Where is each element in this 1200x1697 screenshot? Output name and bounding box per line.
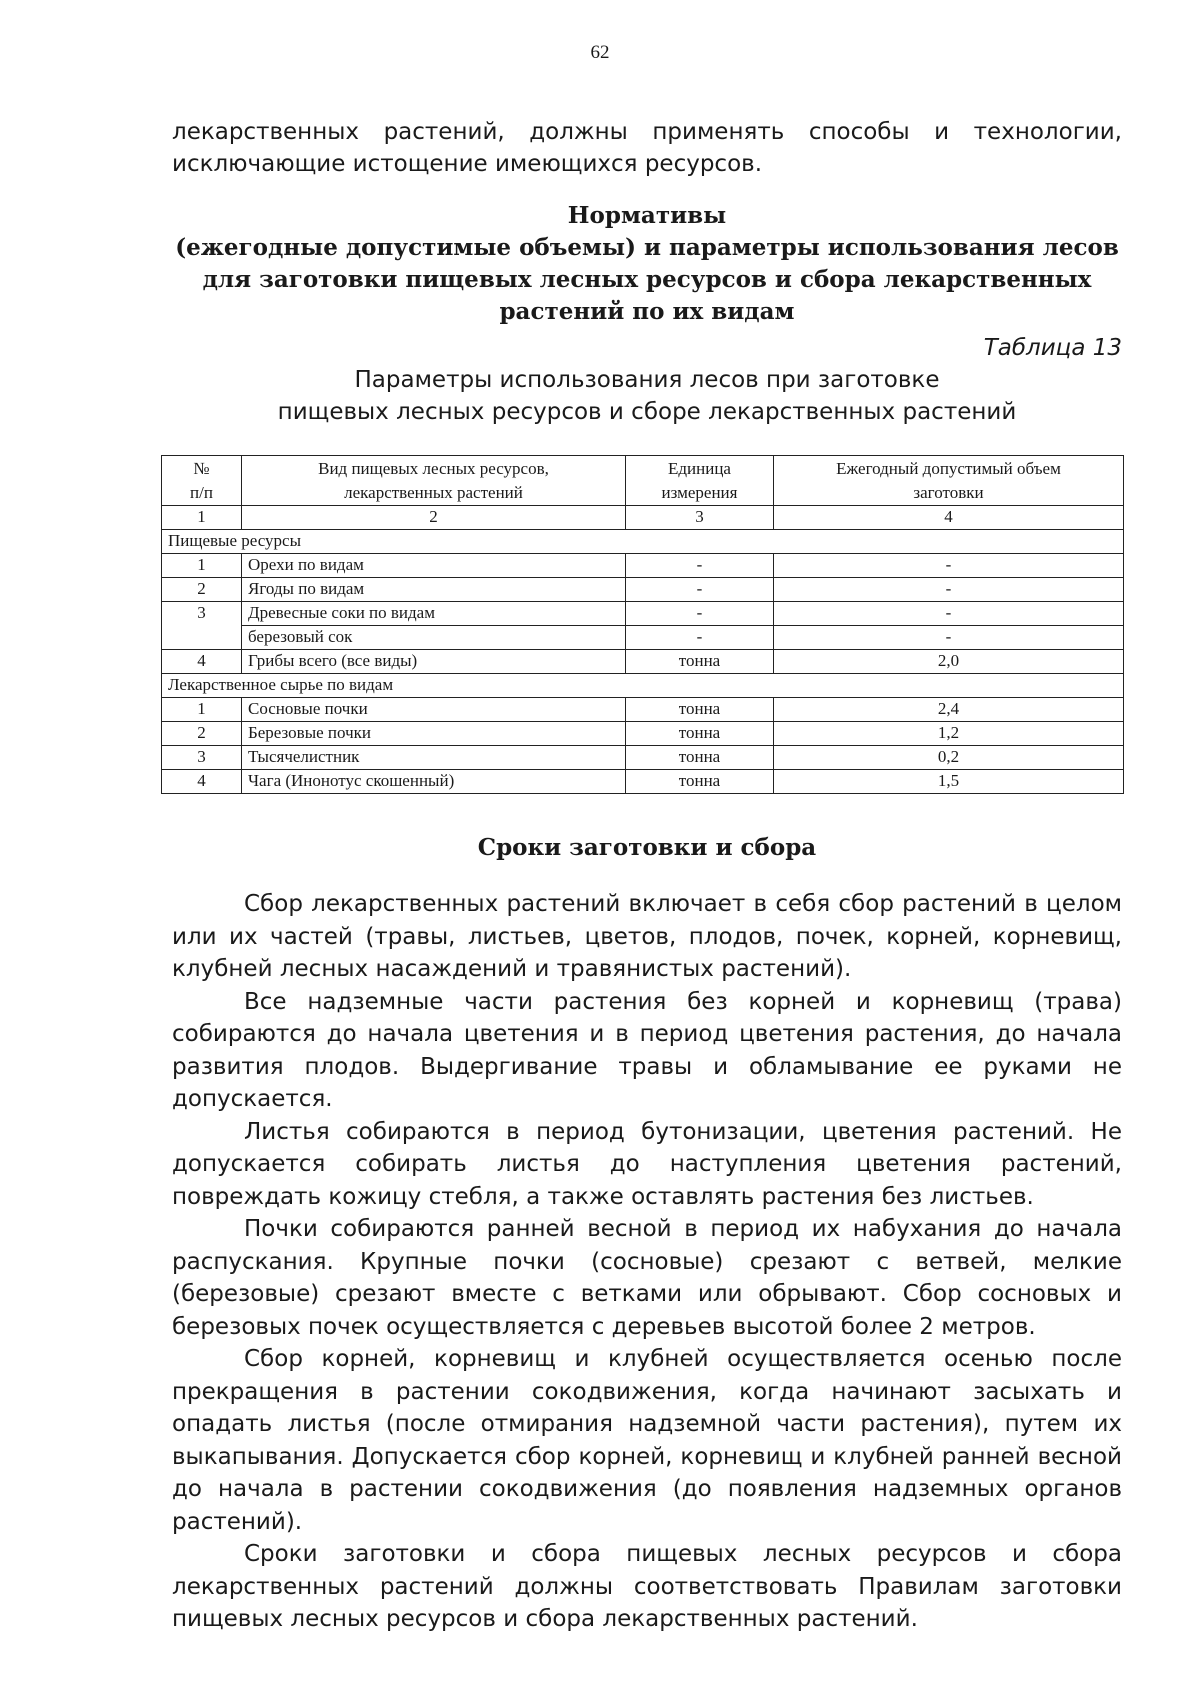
normatives-heading <box>172 200 1122 328</box>
row-unit: - <box>626 626 774 650</box>
row-value: - <box>774 578 1124 602</box>
row-name: Грибы всего (все виды) <box>242 650 626 674</box>
row-num: 4 <box>162 650 242 674</box>
table-caption-line-2: пищевых лесных ресурсов и сборе лекарственных растений <box>277 399 1017 425</box>
row-name: березовый сок <box>242 626 626 650</box>
row-value: - <box>774 554 1124 578</box>
page-number: 62 <box>590 42 610 63</box>
section-row-food <box>162 530 1124 554</box>
row-num: 4 <box>162 770 242 794</box>
table-row <box>162 554 1124 578</box>
paragraph-5: Сбор корней, корневищ и клубней осуществляется осенью после прекращения в растении сокодвижения, когда начинают засыхать и опадать листья (после отмирания надземной части растения), путем их выкапывания. Допускается сбор корней, корневищ и клубней ранней весной до начала в растении сокодвижения (до появления надземных органов растений). <box>172 1346 1122 1535</box>
col-number-2: 2 <box>242 506 626 530</box>
table-row <box>162 602 1124 626</box>
intro-line-2: исключающие истощение имеющихся ресурсов. <box>172 151 763 177</box>
header-volume: Ежегодный допустимый объем заготовки <box>774 456 1124 506</box>
section-row-medicinal <box>162 674 1124 698</box>
row-name: Тысячелистник <box>242 746 626 770</box>
row-value: - <box>774 602 1124 626</box>
row-unit: - <box>626 554 774 578</box>
table-row <box>162 650 1124 674</box>
section-medicinal-label: Лекарственное сырье по видам <box>162 674 1124 698</box>
heading-line-1: Нормативы <box>567 202 727 229</box>
heading-line-2: (ежегодные допустимые объемы) и параметры использования лесов для заготовки пищевых лесных ресурсов и сбора лекарственных растений по их видам <box>175 234 1119 325</box>
row-unit: тонна <box>626 746 774 770</box>
paragraph-1: Сбор лекарственных растений включает в себя сбор растений в целом или их частей (травы, листьев, цветов, плодов, почек, корней, корневищ, клубней лесных насаждений и травянистых растений). <box>172 891 1122 982</box>
col-number-1: 1 <box>162 506 242 530</box>
row-name: Древесные соки по видам <box>242 602 626 626</box>
paragraph-3: Листья собираются в период бутонизации, цветения растений. Не допускается собирать листья до наступления цветения растений, повреждать кожицу стебля, а также оставлять растения без листьев. <box>172 1118 1122 1210</box>
table-row <box>162 746 1124 770</box>
paragraph-2: Все надземные части растения без корней и корневищ (трава) собираются до начала цветения и в период цветения растения, до начала развития плодов. Выдергивание травы и обламывание ее руками не допускается. <box>172 988 1122 1112</box>
header-num: № п/п <box>162 456 242 506</box>
row-value: - <box>774 626 1124 650</box>
row-unit: тонна <box>626 770 774 794</box>
table-number: Таблица 13 <box>983 335 1122 361</box>
table-caption-line-1: Параметры использования лесов при заготовке <box>354 367 940 393</box>
row-num: 1 <box>162 554 242 578</box>
paragraph-4: Почки собираются ранней весной в период их набухания до начала распускания. Крупные почки (сосновые) срезают с ветвей, мелкие (березовые) срезают вместе с ветками или обрывают. Сбор сосновых и березовых почек осуществляется с деревьев высотой более 2 метров. <box>172 1216 1122 1340</box>
timing-heading: Сроки заготовки и сбора <box>477 834 817 861</box>
header-type: Вид пищевых лесных ресурсов, лекарственных растений <box>242 456 626 506</box>
section-food-label: Пищевые ресурсы <box>162 530 1124 554</box>
table-row <box>162 770 1124 794</box>
row-unit: тонна <box>626 722 774 746</box>
row-unit: - <box>626 578 774 602</box>
timing-heading-block <box>172 832 1122 864</box>
paragraph-6: Сроки заготовки и сбора пищевых лесных ресурсов и сбора лекарственных растений должны соответствовать Правилам заготовки пищевых лесных ресурсов и сбора лекарственных растений. <box>172 1541 1122 1632</box>
table-row <box>162 722 1124 746</box>
row-value: 1,5 <box>774 770 1124 794</box>
row-unit: тонна <box>626 650 774 674</box>
row-value: 0,2 <box>774 746 1124 770</box>
row-name: Ягоды по видам <box>242 578 626 602</box>
row-unit: - <box>626 602 774 626</box>
row-unit: тонна <box>626 698 774 722</box>
row-value: 2,0 <box>774 650 1124 674</box>
timing-body <box>172 888 1122 1636</box>
row-num: 2 <box>162 578 242 602</box>
row-name: Орехи по видам <box>242 554 626 578</box>
row-num: 3 <box>162 602 242 650</box>
row-num: 1 <box>162 698 242 722</box>
table-row <box>162 626 1124 650</box>
row-name: Чага (Инонотус скошенный) <box>242 770 626 794</box>
resources-table <box>161 455 1124 794</box>
top-content <box>172 116 1122 428</box>
row-value: 2,4 <box>774 698 1124 722</box>
row-name: Сосновые почки <box>242 698 626 722</box>
col-number-3: 3 <box>626 506 774 530</box>
row-value: 1,2 <box>774 722 1124 746</box>
intro-line-1: лекарственных растений, должны применять способы и технологии, <box>172 119 1122 145</box>
column-numbers-row <box>162 506 1124 530</box>
row-num: 2 <box>162 722 242 746</box>
table-row <box>162 578 1124 602</box>
col-number-4: 4 <box>774 506 1124 530</box>
table-header-row <box>162 456 1124 506</box>
row-num: 3 <box>162 746 242 770</box>
table-row <box>162 698 1124 722</box>
row-name: Березовые почки <box>242 722 626 746</box>
header-unit: Единица измерения <box>626 456 774 506</box>
